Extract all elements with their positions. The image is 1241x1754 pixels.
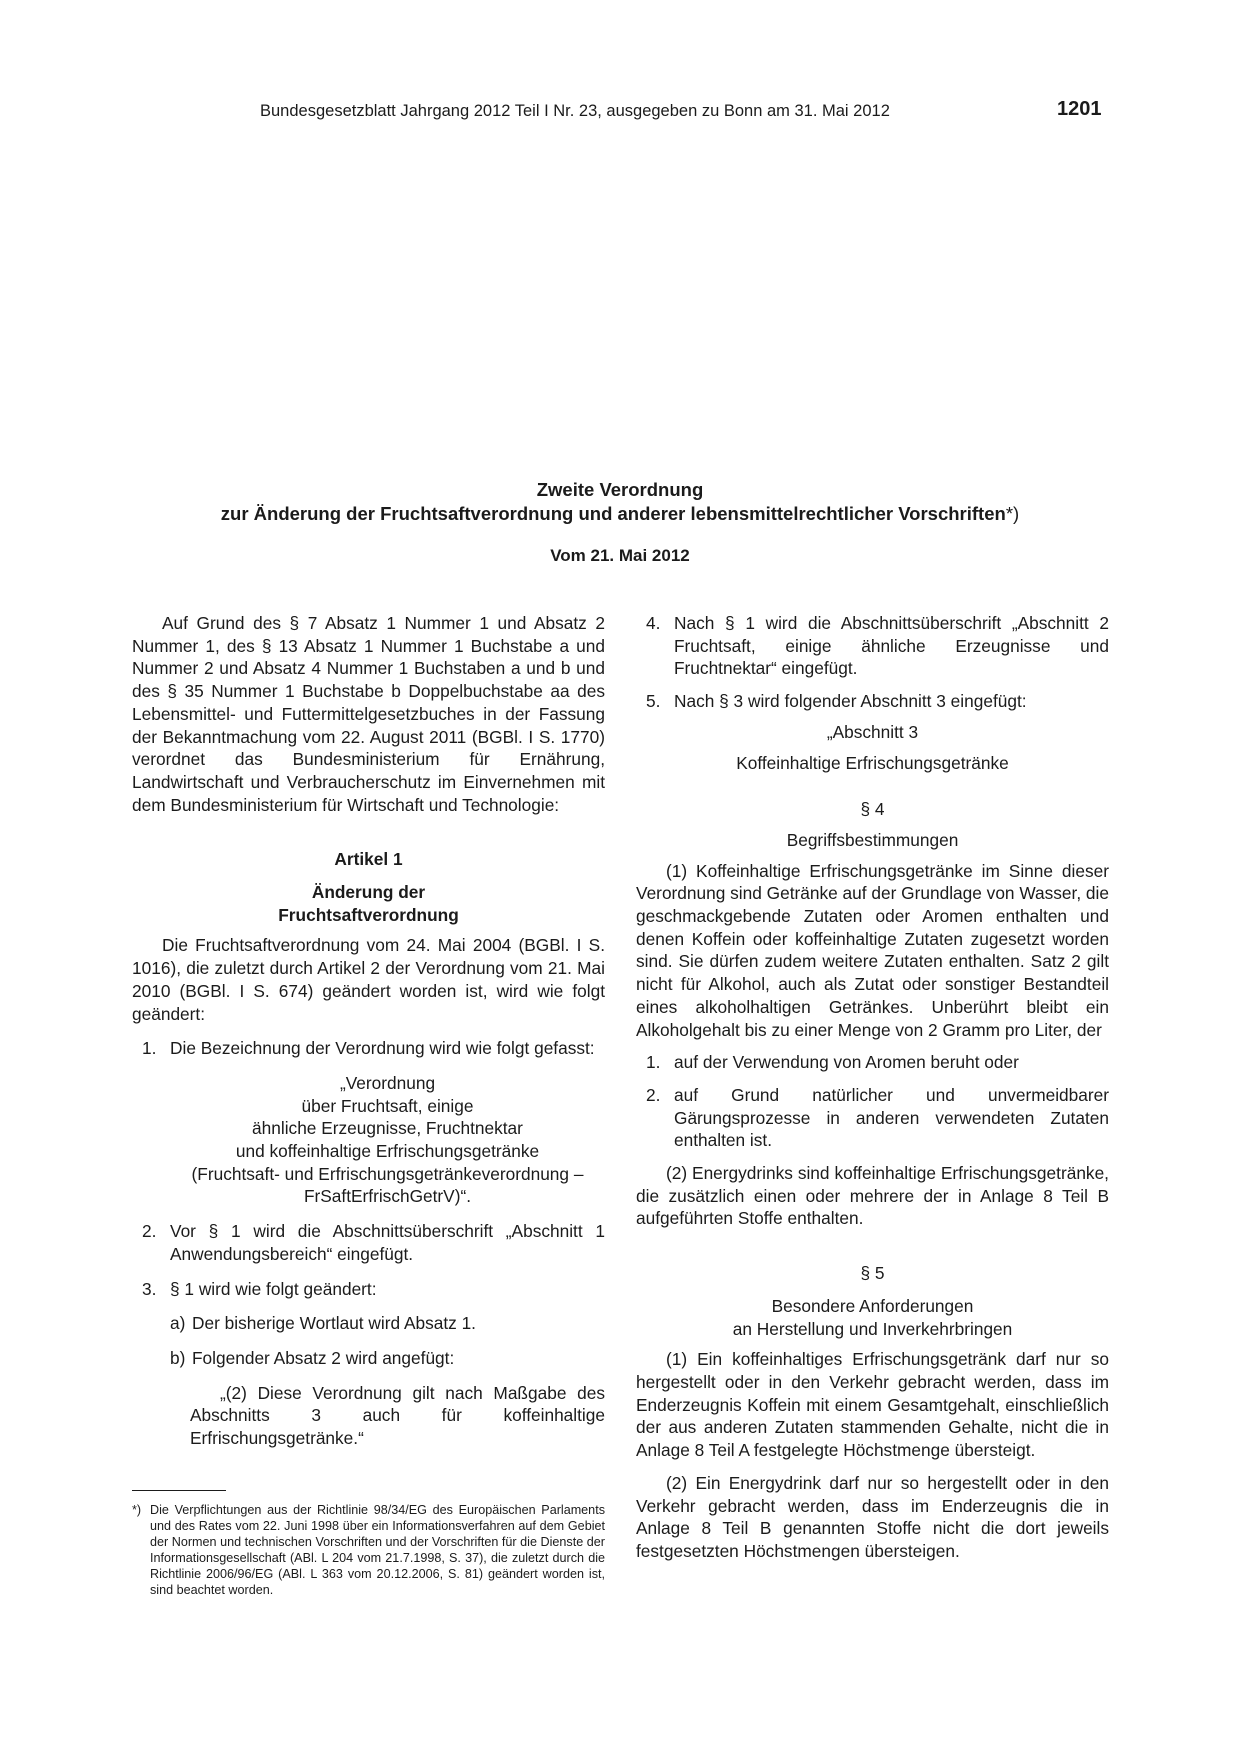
sub-list-text: Der bisherige Wortlaut wird Absatz 1. xyxy=(192,1313,476,1334)
list-number: 2. xyxy=(646,1084,661,1105)
title-line-2-text: zur Änderung der Fruchtsaftverordnung und anderer lebensmittelrechtlicher Vorschriften xyxy=(220,503,1006,524)
sub-list-letter: b) xyxy=(170,1347,186,1368)
footnote xyxy=(132,1502,605,1598)
paragraph-5-absatz-2: (2) Ein Energydrink darf nur so hergestellt oder in den Verkehr gebracht werden, dass im Enderzeugnis die in Anlage 8 Teil B genannten Stoffe nicht die dort jeweils festgesetzten Höchstmengen übersteigen. xyxy=(636,1472,1109,1561)
list-number: 2. xyxy=(142,1221,157,1242)
preamble: Auf Grund des § 7 Absatz 1 Nummer 1 und Absatz 2 Nummer 1, des § 13 Absatz 1 Nummer 1 Buchstabe a und Nummer 2 und Absatz 4 Nummer 1 Buchstaben a und b und des § 35 Nummer 1 Buchstabe b Doppelbuchstabe aa des Lebensmittel- und Futtermittelgesetzbuches in der Fassung der Bekanntmachung vom 22. August 2011 (BGBl. I S. 1770) verordnet das Bundesministerium für Ernährung, Landwirtschaft und Verbraucherschutz im Einvernehmen mit dem Bundesministerium für Wirtschaft und Technologie: xyxy=(132,613,605,815)
quote-line: FrSaftErfrischGetrV)“. xyxy=(303,1186,472,1207)
right-column xyxy=(636,612,1109,1563)
publication-header: Bundesgesetzblatt Jahrgang 2012 Teil I Nr. 23, ausgegeben zu Bonn am 31. Mai 2012 xyxy=(260,102,890,120)
list-item xyxy=(132,1278,605,1301)
paragraph-4-heading: § 4 xyxy=(860,799,885,820)
article-title-line-2: Fruchtsaftverordnung xyxy=(278,904,459,925)
list-text: Die Bezeichnung der Verordnung wird wie folgt gefasst: xyxy=(170,1038,595,1059)
title-line-1: Zweite Verordnung xyxy=(536,479,704,500)
section-heading: „Abschnitt 3 xyxy=(826,721,919,742)
list-item xyxy=(132,1037,605,1060)
paragraph-5-absatz-1: (1) Ein koffeinhaltiges Erfrischungsgetränk darf nur so hergestellt oder in den Verkehr gebracht werden, dass im Enderzeugnis Koffein mit einem Gesamtgehalt, einschließlich der aus anderen Zutaten stammenden Gehalte, nicht die in Anlage 8 Teil A festgelegte Höchstmenge übersteigt. xyxy=(636,1349,1109,1461)
article-heading: Artikel 1 xyxy=(334,849,403,870)
title-line-2 xyxy=(130,502,1110,526)
list-item xyxy=(636,612,1109,680)
footnote-divider xyxy=(132,1490,226,1491)
paragraph-4-title: Begriffsbestimmungen xyxy=(786,829,959,850)
list-number: 1. xyxy=(142,1038,157,1059)
list-number: 1. xyxy=(646,1052,661,1073)
quote-line: ähnliche Erzeugnisse, Fruchtnektar xyxy=(252,1118,523,1139)
quote-line: „Verordnung xyxy=(339,1072,436,1093)
list-number: 3. xyxy=(142,1278,157,1299)
list-text: auf Grund natürlicher und unvermeidbarer Gärungsprozesse in anderen verwendeten Zutaten enthalten ist. xyxy=(674,1084,1109,1151)
quoted-title xyxy=(132,1072,605,1208)
list-item xyxy=(636,690,1109,713)
sub-list-letter: a) xyxy=(170,1313,186,1334)
list-text: Nach § 1 wird die Abschnittsüberschrift „Abschnitt 2 Fruchtsaft, einige ähnliche Erzeugnisse und Fruchtnektar“ eingefügt. xyxy=(674,613,1109,679)
article-intro: Die Fruchtsaftverordnung vom 24. Mai 2004 (BGBl. I S. 1016), die zuletzt durch Artikel 2 der Verordnung vom 21. Mai 2010 (BGBl. I S. 674) geändert worden ist, wird wie folgt geändert: xyxy=(132,935,605,1024)
list-item xyxy=(636,1084,1109,1152)
quoted-paragraph: „(2) Diese Verordnung gilt nach Maßgabe des Abschnitts 3 auch für koffeinhaltige Erfrischungsgetränke.“ xyxy=(190,1382,605,1449)
list-text: Nach § 3 wird folgender Abschnitt 3 eingefügt: xyxy=(674,691,1027,712)
sub-list-item xyxy=(132,1312,605,1335)
sub-list-item xyxy=(132,1347,605,1370)
list-number: 4. xyxy=(646,613,661,633)
quote-line: (Fruchtsaft- und Erfrischungsgetränkeverordnung – xyxy=(191,1163,584,1184)
list-number: 5. xyxy=(646,691,661,712)
paragraph-5-heading: § 5 xyxy=(860,1263,885,1284)
article-title-line-1: Änderung der xyxy=(311,882,426,903)
list-item xyxy=(132,1220,605,1265)
quote-line: über Fruchtsaft, einige xyxy=(301,1095,474,1116)
list-text: auf der Verwendung von Aromen beruht oder xyxy=(674,1052,1019,1073)
list-text: Vor § 1 wird die Abschnittsüberschrift „Abschnitt 1 Anwendungsbereich“ eingefügt. xyxy=(170,1221,605,1264)
list-text: § 1 wird wie folgt geändert: xyxy=(170,1278,377,1299)
document-date: Vom 21. Mai 2012 xyxy=(550,546,690,565)
footnote-text: Die Verpflichtungen aus der Richtlinie 98/34/EG des Europäischen Parlaments und des Rates vom 22. Juni 1998 über ein Informationsverfahren auf dem Gebiet der Normen und technischen Vorschriften und der Vorschriften für die Dienste der Informationsgesellschaft (ABl. L 204 vom 21.7.1998, S. 37), die zuletzt durch die Richtlinie 2006/96/EG (ABl. L 363 vom 20.12.2006, S. 81) geändert worden ist, sind beachtet worden. xyxy=(150,1503,605,1597)
quote-line: und koffeinhaltige Erfrischungsgetränke xyxy=(235,1141,540,1162)
left-column xyxy=(132,612,605,1450)
list-item xyxy=(636,1051,1109,1074)
document-title xyxy=(130,478,1110,526)
section-title: Koffeinhaltige Erfrischungsgetränke xyxy=(736,752,1009,773)
paragraph-5-title-line-2: an Herstellung und Inverkehrbringen xyxy=(732,1318,1013,1339)
paragraph-4-absatz-1: (1) Koffeinhaltige Erfrischungsgetränke im Sinne dieser Verordnung sind Getränke auf der Grundlage von Wasser, die geschmackgebende Zutaten oder Aromen enthalten und denen Koffein oder koffeinhaltige Zutaten zugesetzt worden sind. Sie dürfen zudem weitere Zutaten enthalten. Satz 2 gilt nicht für Alkohol, auch als Zutat oder sonstiger Bestandteil eines alkoholhaltigen Getränkes. Unberührt bleibt ein Alkoholgehalt bis zu einer Menge von 2 Gramm pro Liter, der xyxy=(636,860,1109,1040)
page-number: 1201 xyxy=(1057,98,1102,120)
paragraph-5-title-line-1: Besondere Anforderungen xyxy=(771,1295,974,1316)
footnote-marker: *) xyxy=(132,1503,142,1517)
title-footnote-marker: *) xyxy=(1005,503,1020,524)
paragraph-4-absatz-2: (2) Energydrinks sind koffeinhaltige Erfrischungsgetränke, die zusätzlich einen oder mehrere der in Anlage 8 Teil B aufgeführten Stoffe enthalten. xyxy=(636,1163,1109,1229)
sub-list-text: Folgender Absatz 2 wird angefügt: xyxy=(192,1347,455,1368)
